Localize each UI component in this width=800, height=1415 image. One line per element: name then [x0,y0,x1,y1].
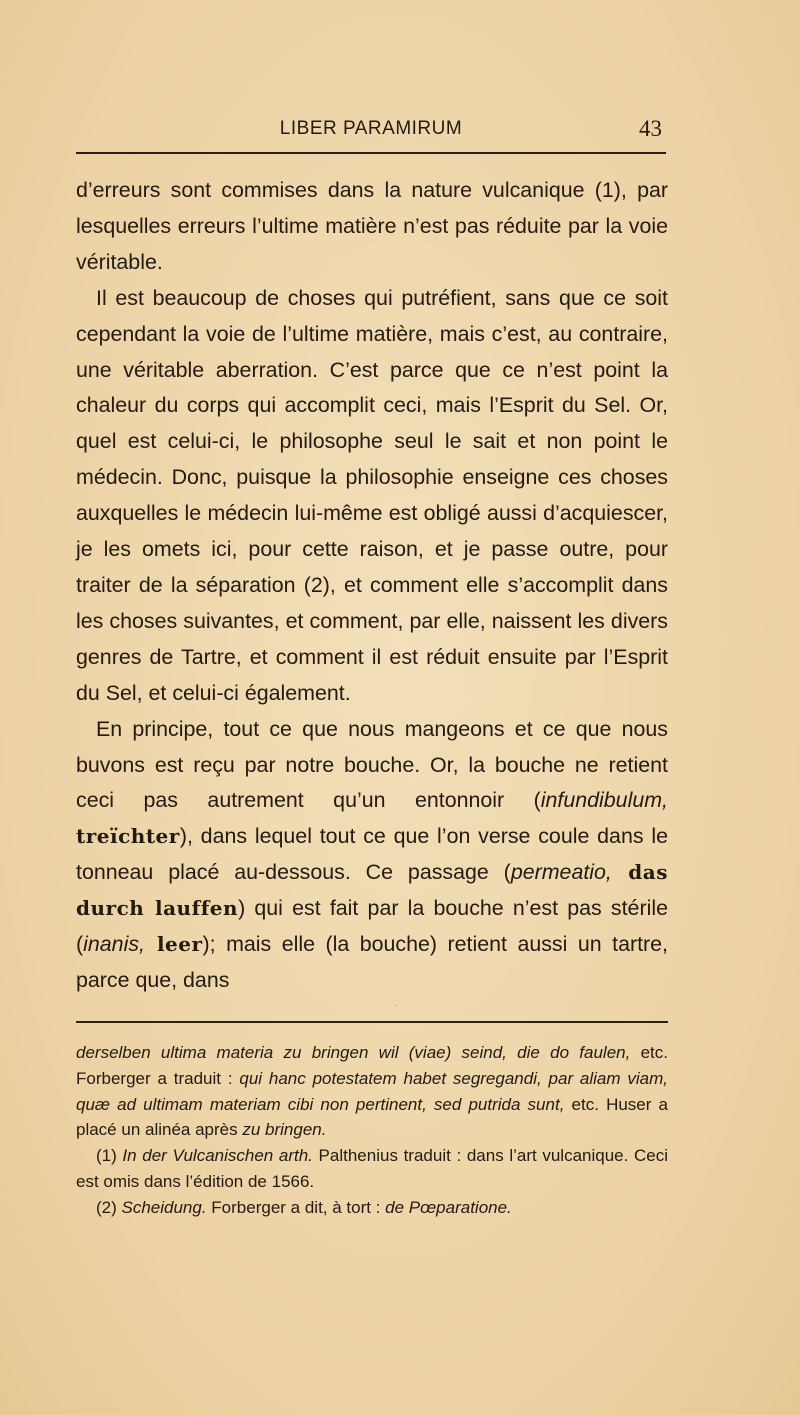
paragraph-1: d’erreurs sont commises dans la nature vulcanique (1), par lesquelles erreurs l’ultime matière n’est pas réduite par la voie véritable. [76,178,668,274]
fn-cont-italic-2: qui hanc potestatem habet segregandi, par aliam viam, quæ ad ultimam materiam cibi non pertinent, sed putrida sunt, [76,1068,668,1114]
fn2-number: (2) [96,1197,122,1217]
fn1-italic: In der Vulcanischen arth. [122,1146,313,1166]
main-text [76,173,668,999]
p3-german-durch-lauffen: das durch lauffen [76,860,668,921]
print-mark: · [394,1000,397,1010]
fn1-text: Palthenius traduit : dans l’art vulcanique. Ceci est omis dans l’édition de 1566. [76,1146,669,1191]
fn2-italic: Scheidung. [121,1197,207,1217]
p3-text-d: ), dans lequel tout ce que l’on verse coule dans le tonneau placé au-dessous. Ce passage ( [76,824,668,885]
fn-cont-plain-2: etc. Huser a placé un alinéa après [76,1094,669,1140]
p3-latin-permeatio: permeatio, [510,860,612,885]
paragraph-3 [76,712,668,999]
page-header [76,112,666,152]
fn-cont-italic-3: zu bringen. [242,1120,327,1140]
header-rule [76,152,666,154]
footnote-2 [76,1195,668,1221]
paragraph-2: Il est beaucoup de choses qui putréfient, sans que ce soit cependant la voie de l’ultime matière, mais c’est, au contraire, une véritable aberration. C’est parce que ce n’est point la chaleur du corps qui accomplit ceci, mais l’Esprit du Sel. Or, quel est celui-ci, le philosophe seul le sait et non point le médecin. Donc, puisque la philosophie enseigne ces choses auxquelles le médecin lui-même est obligé aussi d’acquiescer, je les omets ici, pour cette raison, et je passe outre, pour traiter de la séparation (2), et comment elle s’accomplit dans les choses suivantes, et comment, par elle, naissent les divers genres de Tartre, et comment il est réduit ensuite par l’Esprit du Sel, et celui-ci également. [76,285,668,705]
fn1-number: (1) [96,1146,123,1166]
footnotes [76,1040,668,1221]
p3-latin-inanis: inanis, [83,932,145,957]
fn-cont-italic-1: derselben ultima materia zu bringen wil (viae) seind, die do faulen, [76,1043,631,1062]
p3-german-leer: leer [144,932,203,957]
p3-text-j: ); mais elle (la bouche) retient aussi un tartre, parce que, dans [76,932,668,992]
running-title: LIBER PARAMIRUM [279,118,463,139]
fn2-italic-2: de Pœparatione. [385,1197,512,1217]
fn-cont-plain-1: etc. Forberger a traduit : [76,1043,669,1088]
footnote-continuation [76,1040,668,1143]
fn2-text: Forberger a dit, à tort : [206,1197,386,1217]
p3-latin-infundibulum: infundibulum, [540,788,668,813]
footnote-1 [76,1143,668,1195]
footnote-rule [76,1021,668,1023]
p3-text-g: ) qui est fait par la bouche n’est pas stérile ( [76,896,668,957]
p3-text-a: En principe, tout ce que nous mangeons et ce que nous buvons est reçu par notre bouche. Or, la bouche ne retient ceci pas autrement qu’un entonnoir ( [76,716,668,813]
page-number: 43 [639,116,662,141]
p3-german-treichter: treïchter [76,824,180,849]
